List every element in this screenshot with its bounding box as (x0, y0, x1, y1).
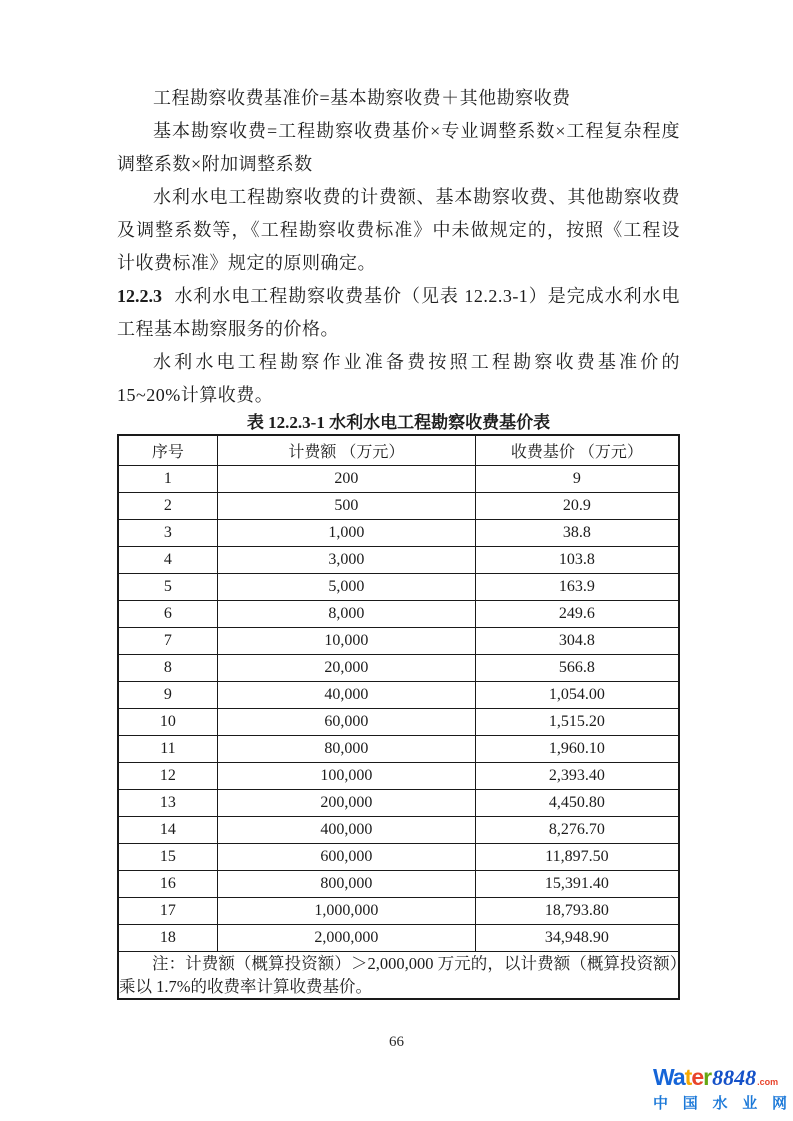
subtitle-char: 国 (682, 1095, 698, 1112)
table-cell: 800,000 (217, 871, 475, 898)
table-cell: 163.9 (475, 574, 679, 601)
paragraph-text: 水利水电工程勘察收费基价（见表 12.2.3-1）是完成水利水电工程基本勘察服务的价格。 (117, 286, 680, 339)
table-row (118, 547, 679, 574)
table-cell: 200 (217, 466, 475, 493)
table-row (118, 601, 679, 628)
table-cell: 5 (118, 574, 217, 601)
paragraph-text: 工程勘察收费基准价=基本勘察收费＋其他勘察收费 (153, 88, 571, 108)
table-cell: 9 (475, 466, 679, 493)
body-paragraph (117, 181, 680, 280)
column-header-index: 序号 (118, 435, 217, 466)
brand-letter: a (672, 1064, 685, 1090)
page-number: 66 (389, 1034, 404, 1050)
table-cell: 4 (118, 547, 217, 574)
table-cell: 16 (118, 871, 217, 898)
subtitle-char: 中 (653, 1095, 669, 1112)
table-cell: 103.8 (475, 547, 679, 574)
brand-letter: t (684, 1064, 692, 1090)
table-row (118, 520, 679, 547)
table-row (118, 871, 679, 898)
table-row (118, 817, 679, 844)
table-cell: 2,000,000 (217, 925, 475, 952)
table-cell: 7 (118, 628, 217, 655)
table-cell: 400,000 (217, 817, 475, 844)
brand-letter: e (691, 1064, 704, 1090)
paragraph-text: 水利水电工程勘察收费的计费额、基本勘察收费、其他勘察收费及调整系数等，《工程勘察收费标准》中未做规定的，按照《工程设计收费标准》规定的原则确定。 (117, 187, 680, 273)
table-cell: 8,000 (217, 601, 475, 628)
table-cell: 40,000 (217, 682, 475, 709)
table-cell: 4,450.80 (475, 790, 679, 817)
watermark-brand-number: 8848 (712, 1065, 757, 1090)
table-row (118, 736, 679, 763)
table-row (118, 466, 679, 493)
table-cell: 6 (118, 601, 217, 628)
table-cell: 10,000 (217, 628, 475, 655)
table-cell: 1,515.20 (475, 709, 679, 736)
table-title: 表 12.2.3-1 水利水电工程勘察收费基价表 (246, 413, 551, 432)
table-header-row (118, 435, 679, 466)
subtitle-char: 水 (712, 1095, 728, 1112)
table-cell: 10 (118, 709, 217, 736)
table-note-row (118, 952, 679, 1000)
subtitle-char: 业 (742, 1095, 758, 1112)
table-note-cell (118, 952, 679, 1000)
table-cell: 1,054.00 (475, 682, 679, 709)
table-cell: 11 (118, 736, 217, 763)
table-cell: 600,000 (217, 844, 475, 871)
table-row (118, 763, 679, 790)
brand-letter: r (703, 1064, 712, 1090)
table-cell: 1,000 (217, 520, 475, 547)
watermark-brand (653, 1064, 787, 1091)
paragraph-text: 水利水电工程勘察作业准备费按照工程勘察收费基准价的 15~20%计算收费。 (117, 352, 680, 405)
table-cell: 18,793.80 (475, 898, 679, 925)
table-row (118, 925, 679, 952)
table-cell: 200,000 (217, 790, 475, 817)
table-cell: 8 (118, 655, 217, 682)
table-cell: 20,000 (217, 655, 475, 682)
fee-table-body (118, 466, 679, 952)
table-cell: 60,000 (217, 709, 475, 736)
watermark-subtitle (653, 1092, 787, 1113)
body-paragraph (117, 82, 680, 115)
table-cell: 5,000 (217, 574, 475, 601)
body-paragraph-section (117, 280, 680, 346)
page-content (117, 82, 680, 1000)
table-row (118, 655, 679, 682)
table-cell: 9 (118, 682, 217, 709)
fee-base-price-table (117, 434, 680, 1000)
table-cell: 1 (118, 466, 217, 493)
table-row (118, 844, 679, 871)
table-cell: 8,276.70 (475, 817, 679, 844)
table-cell: 3,000 (217, 547, 475, 574)
table-cell: 500 (217, 493, 475, 520)
table-cell: 34,948.90 (475, 925, 679, 952)
watermark-logo (653, 1064, 787, 1113)
table-cell: 100,000 (217, 763, 475, 790)
table-row (118, 574, 679, 601)
table-note: 注：计费额（概算投资额）＞2,000,000 万元的，以计费额（概算投资额）乘以 1.7%的收费率计算收费基价。 (119, 954, 678, 996)
table-cell: 15,391.40 (475, 871, 679, 898)
table-cell: 13 (118, 790, 217, 817)
table-row (118, 709, 679, 736)
column-header-base-price: 收费基价 （万元） (475, 435, 679, 466)
paragraph-text: 基本勘察收费=工程勘察收费基价×专业调整系数×工程复杂程度调整系数×附加调整系数 (117, 121, 680, 174)
table-row (118, 898, 679, 925)
table-cell: 11,897.50 (475, 844, 679, 871)
table-cell: 1,000,000 (217, 898, 475, 925)
table-cell: 20.9 (475, 493, 679, 520)
table-cell: 3 (118, 520, 217, 547)
table-cell: 80,000 (217, 736, 475, 763)
table-cell: 17 (118, 898, 217, 925)
table-row (118, 628, 679, 655)
brand-letter: W (653, 1064, 673, 1090)
table-cell: 566.8 (475, 655, 679, 682)
body-paragraph (117, 346, 680, 412)
watermark-brand-suffix: .com (757, 1077, 779, 1087)
table-row (118, 493, 679, 520)
section-number: 12.2.3 (117, 286, 162, 306)
subtitle-char: 网 (771, 1095, 787, 1112)
body-paragraph (117, 115, 680, 181)
table-cell: 12 (118, 763, 217, 790)
table-cell: 2,393.40 (475, 763, 679, 790)
table-cell: 18 (118, 925, 217, 952)
table-row (118, 790, 679, 817)
table-cell: 2 (118, 493, 217, 520)
table-cell: 15 (118, 844, 217, 871)
table-cell: 249.6 (475, 601, 679, 628)
table-row (118, 682, 679, 709)
table-cell: 38.8 (475, 520, 679, 547)
table-cell: 1,960.10 (475, 736, 679, 763)
column-header-amount: 计费额 （万元） (217, 435, 475, 466)
table-cell: 304.8 (475, 628, 679, 655)
table-cell: 14 (118, 817, 217, 844)
watermark-brand-word (653, 1064, 711, 1091)
